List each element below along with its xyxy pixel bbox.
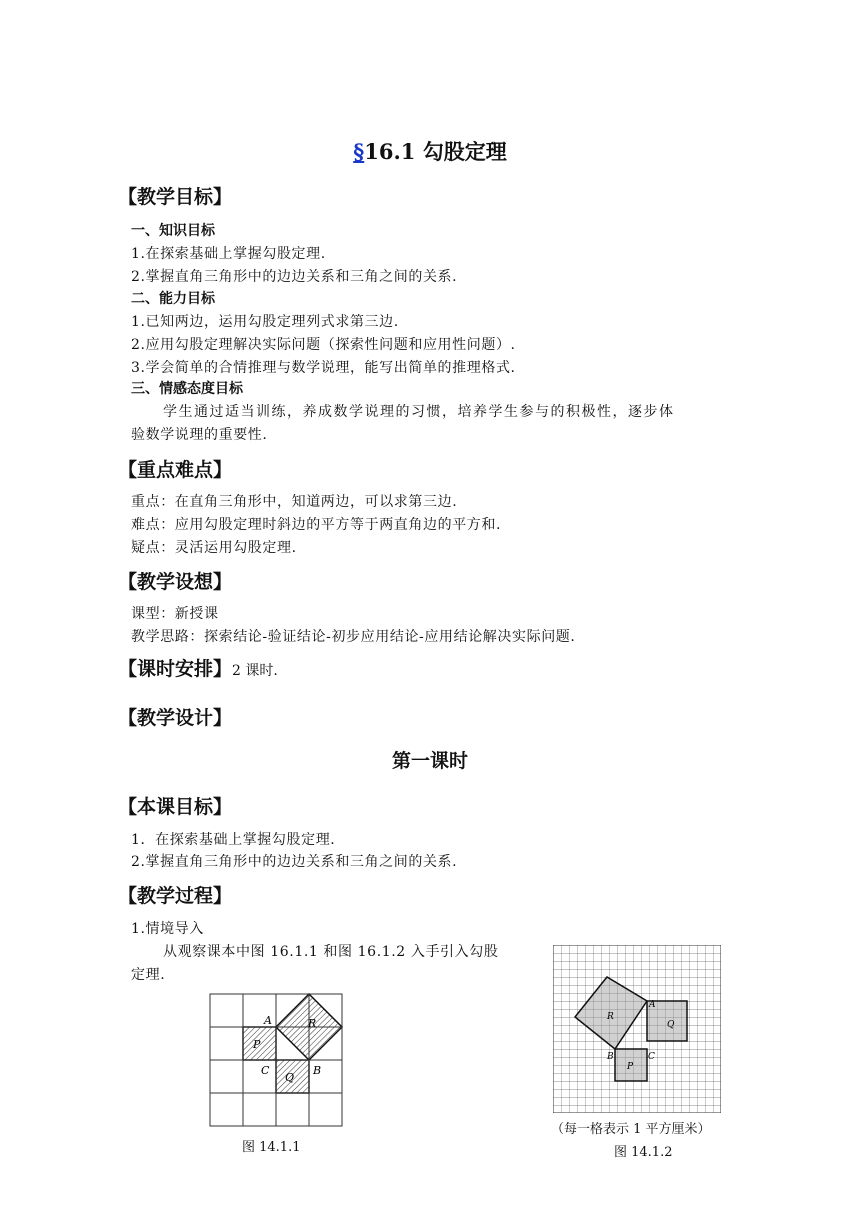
ability-item-2: 2.应用勾股定理解决实际问题（探索性问题和应用性问题）. [131,337,516,353]
emotion-line-2: 验数学说理的重要性. [131,427,268,443]
knowledge-item-1: 1.在探索基础上掌握勾股定理. [131,246,326,262]
label-c: C [648,1052,655,1062]
difficult-point: 难点：应用勾股定理时斜边的平方等于两直角边的平方和. [131,517,502,533]
objectives-heading: 【教学目标】 [118,186,233,208]
label-p: P [627,1062,634,1072]
label-q: Q [285,1071,295,1084]
grid-paper [553,945,721,1113]
emotion-line-1: 学生通过适当训练，养成数学说理的习惯，培养学生参与的积极性，逐步体 [163,404,675,420]
title-text: 16.1 勾股定理 [364,139,507,164]
teaching-idea: 教学思路：探索结论-验证结论-初步应用结论-应用结论解决实际问题. [131,629,576,645]
label-a: A [649,1000,656,1010]
ability-heading: 二、能力目标 [131,291,215,307]
lesson-goal-2: 2.掌握直角三角形中的边边关系和三角之间的关系. [131,854,458,870]
figure-14-1-1 [205,992,345,1128]
process-step-1: 1.情境导入 [131,921,204,937]
lesson-heading: 第一课时 [391,750,468,772]
ability-item-3: 3.学会简单的合情推理与数学说理，能写出简单的推理格式. [131,360,516,376]
label-q: Q [667,1020,675,1030]
ability-item-1: 1.已知两边，运用勾股定理列式求第三边. [131,314,399,330]
label-c: C [261,1064,270,1077]
schedule-heading [118,654,278,681]
schedule-text: 2 课时. [232,663,278,679]
label-a: A [264,1014,272,1027]
class-type: 课型：新授课 [131,606,219,622]
knowledge-item-2: 2.掌握直角三角形中的边边关系和三角之间的关系. [131,269,458,285]
schedule-label: 【课时安排】 [118,658,233,680]
teaching-design-heading: 【教学设计】 [118,707,233,729]
label-p: P [253,1038,261,1051]
knowledge-heading: 一、知识目标 [131,223,215,239]
page-title [0,136,860,166]
doubt-point: 疑点：灵活运用勾股定理. [131,540,297,556]
figure-14-1-2 [553,945,721,1113]
process-line-2: 定理. [131,967,166,983]
figure2-caption: 图 14.1.2 [614,1145,673,1160]
section-link[interactable]: § [353,139,365,164]
process-heading: 【教学过程】 [118,885,233,907]
label-r: R [308,1017,317,1030]
design-heading: 【教学设想】 [118,571,233,593]
label-b: B [607,1052,614,1062]
key-points-heading: 【重点难点】 [118,459,233,481]
label-b: B [313,1064,322,1077]
process-line-1: 从观察课本中图 16.1.1 和图 16.1.2 入手引入勾股 [163,944,499,960]
label-r: R [607,1012,614,1022]
key-point: 重点：在直角三角形中，知道两边，可以求第三边. [131,494,458,510]
lesson-goals-heading: 【本课目标】 [118,796,233,818]
figure2-note: （每一格表示 1 平方厘米） [551,1122,711,1137]
emotion-heading: 三、情感态度目标 [131,381,243,397]
lesson-goal-1: 1．在探索基础上掌握勾股定理. [131,832,336,848]
figure1-caption: 图 14.1.1 [242,1140,301,1155]
